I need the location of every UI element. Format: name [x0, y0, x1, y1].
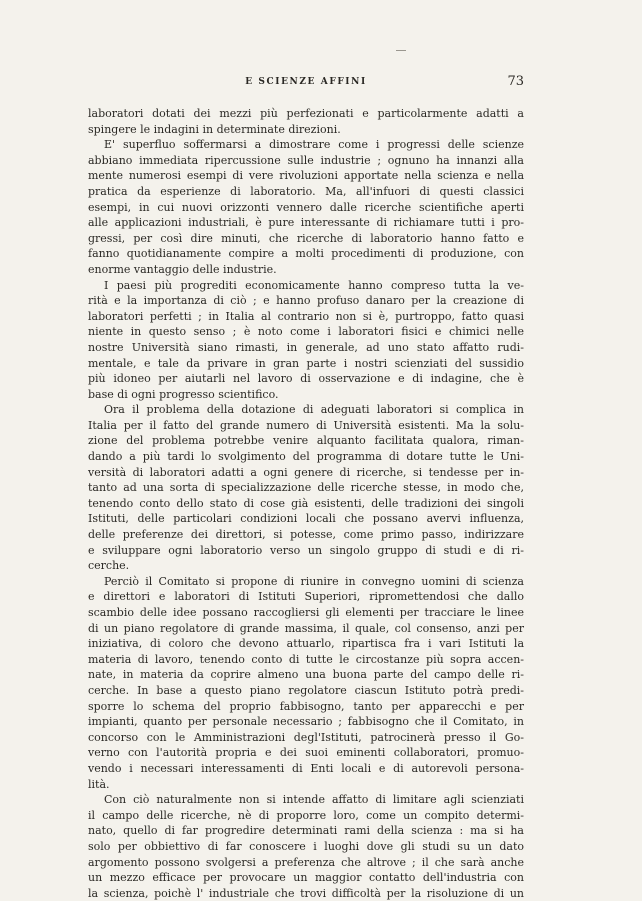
text-line: niente in questo senso ; è noto come i laboratori fisici e chimici nelle	[88, 325, 524, 339]
text-line: cerche. In base a questo piano regolatore ciascun Istituto potrà predi-	[88, 683, 524, 697]
text-line: abbiano immediata ripercussione sulle industrie ; ognuno ha innanzi alla	[88, 153, 524, 167]
text-line: nato, quello di far progredire determinati rami della scienza : ma si ha	[88, 824, 524, 838]
page-number: 73	[507, 74, 524, 89]
paragraph	[88, 278, 524, 403]
text-line: mente numerosi esempi di vere rivoluzioni apportate nella scienza e nella	[88, 169, 524, 183]
text-line: argomento possono svolgersi a preferenza che altrove ; il che sarà anche	[88, 855, 524, 869]
text-line: impianti, quanto per personale necessario ; fabbisogno che il Comitato, in	[88, 715, 524, 729]
text-line: lità.	[88, 777, 110, 791]
text-line: solo per obbiettivo di far conoscere i luoghi dove gli studi su un dato	[88, 839, 524, 853]
text-line: cerche.	[88, 559, 130, 573]
text-line: delle preferenze dei direttori, si potesse, come primo passo, indirizzare	[88, 528, 524, 542]
text-line: sporre lo schema del proprio fabbisogno, tanto per apparecchi e per	[88, 699, 524, 713]
text-line: verno con l'autorità propria e dei suoi eminenti collaboratori, promuo-	[88, 746, 524, 760]
text-line: Istituti, delle particolari condizioni locali che possano avervi influenza,	[88, 512, 524, 526]
text-line: E' superfluo soffermarsi a dimostrare come i progressi delle scienze	[104, 138, 524, 152]
text-line: Perciò il Comitato si propone di riunire in convegno uomini di scienza	[104, 574, 524, 588]
text-line: pratica da esperienze di laboratorio. Ma, all'infuori di questi classici	[88, 184, 524, 198]
text-line: materia di lavoro, tenendo conto di tutte le circostanze più sopra accen-	[88, 652, 524, 666]
text-line: e direttori e laboratori di Istituti Superiori, ripromettendosi che dallo	[88, 590, 524, 604]
body-text	[88, 106, 524, 901]
text-line: la scienza, poichè l' industriale che trovi difficoltà per la risoluzione di un	[88, 886, 524, 900]
text-line: laboratori dotati dei mezzi più perfezionati e particolarmente adatti a	[88, 107, 524, 120]
text-line: vendo i necessari interessamenti di Enti locali e di autorevoli persona-	[88, 761, 524, 775]
text-line: nostre Università siano rimasti, in generale, ad uno stato affatto rudi-	[88, 340, 524, 354]
text-line: dando a più tardi lo svolgimento del programma di dotare tutte le Uni-	[88, 450, 524, 464]
text-line: alle applicazioni industriali, è pure interessante di richiamare tutti i pro-	[88, 216, 524, 230]
text-line: Italia per il fatto del grande numero di Università esistenti. Ma la solu-	[88, 418, 524, 432]
text-line: Ora il problema della dotazione di adeguati laboratori si complica in	[104, 403, 524, 417]
text-line: un mezzo efficace per provocare un maggior contatto dell'industria con	[88, 871, 524, 885]
text-line: base di ogni progresso scientifico.	[88, 387, 279, 401]
text-line: zione del problema potrebbe venire alquanto facilitata qualora, riman-	[88, 434, 524, 448]
paragraph	[88, 574, 524, 792]
text-line: gressi, per così dire minuti, che ricerche di laboratorio hanno fatto e	[88, 231, 524, 245]
text-line: laboratori perfetti ; in Italia al contrario non si è, purtroppo, fatto quasi	[88, 309, 524, 323]
text-line: fanno quotidianamente compire a molti procedimenti di produzione, con	[88, 247, 524, 261]
text-line: iniziativa, di coloro che devono attuarlo, ripartisca fra i vari Istituti la	[88, 637, 524, 651]
text-line: tanto ad una sorta di specializzazione delle ricerche stesse, in modo che,	[88, 481, 524, 495]
text-line: tenendo conto dello stato di cose già esistenti, delle tradizioni dei singoli	[88, 496, 524, 510]
text-line: Con ciò naturalmente non si intende affatto di limitare agli scienziati	[104, 793, 524, 807]
text-line: concorso con le Amministrazioni degl'Istituti, patrocinerà presso il Go-	[88, 730, 524, 744]
text-line: versità di laboratori adatti a ogni genere di ricerche, si tendesse per in-	[88, 465, 524, 479]
paragraph	[88, 106, 524, 137]
text-line: di un piano regolatore di grande massima, il quale, col consenso, anzi per	[88, 621, 524, 635]
running-title: E SCIENZE AFFINI	[245, 77, 367, 87]
top-mark	[396, 50, 406, 51]
paragraph	[88, 137, 524, 277]
text-line: e sviluppare ogni laboratorio verso un singolo gruppo di studi e di ri-	[88, 543, 524, 557]
text-line: il campo delle ricerche, nè di proporre loro, come un compito determi-	[88, 808, 524, 822]
text-line: nate, in materia da coprire almeno una buona parte del campo delle ri-	[88, 668, 524, 682]
text-line: enorme vantaggio delle industrie.	[88, 262, 277, 276]
text-line: I paesi più progrediti economicamente hanno compreso tutta la ve-	[104, 278, 524, 292]
text-line: spingere le indagini in determinate direzioni.	[88, 122, 341, 136]
text-line: rità e la importanza di ciò ; e hanno profuso danaro per la creazione di	[88, 294, 524, 308]
text-line: mentale, e tale da privare in gran parte i nostri scienziati del sussidio	[88, 356, 524, 370]
text-line: scambio delle idee possano raccogliersi gli elementi per tracciare le linee	[88, 606, 524, 619]
paragraph	[88, 792, 524, 901]
text-line: esempi, in cui nuovi orizzonti vennero dalle ricerche scientifiche aperti	[88, 200, 524, 214]
paragraph	[88, 402, 524, 574]
running-head	[88, 74, 524, 94]
text-line: più idoneo per aiutarli nel lavoro di osservazione e di indagine, che è	[88, 372, 524, 386]
